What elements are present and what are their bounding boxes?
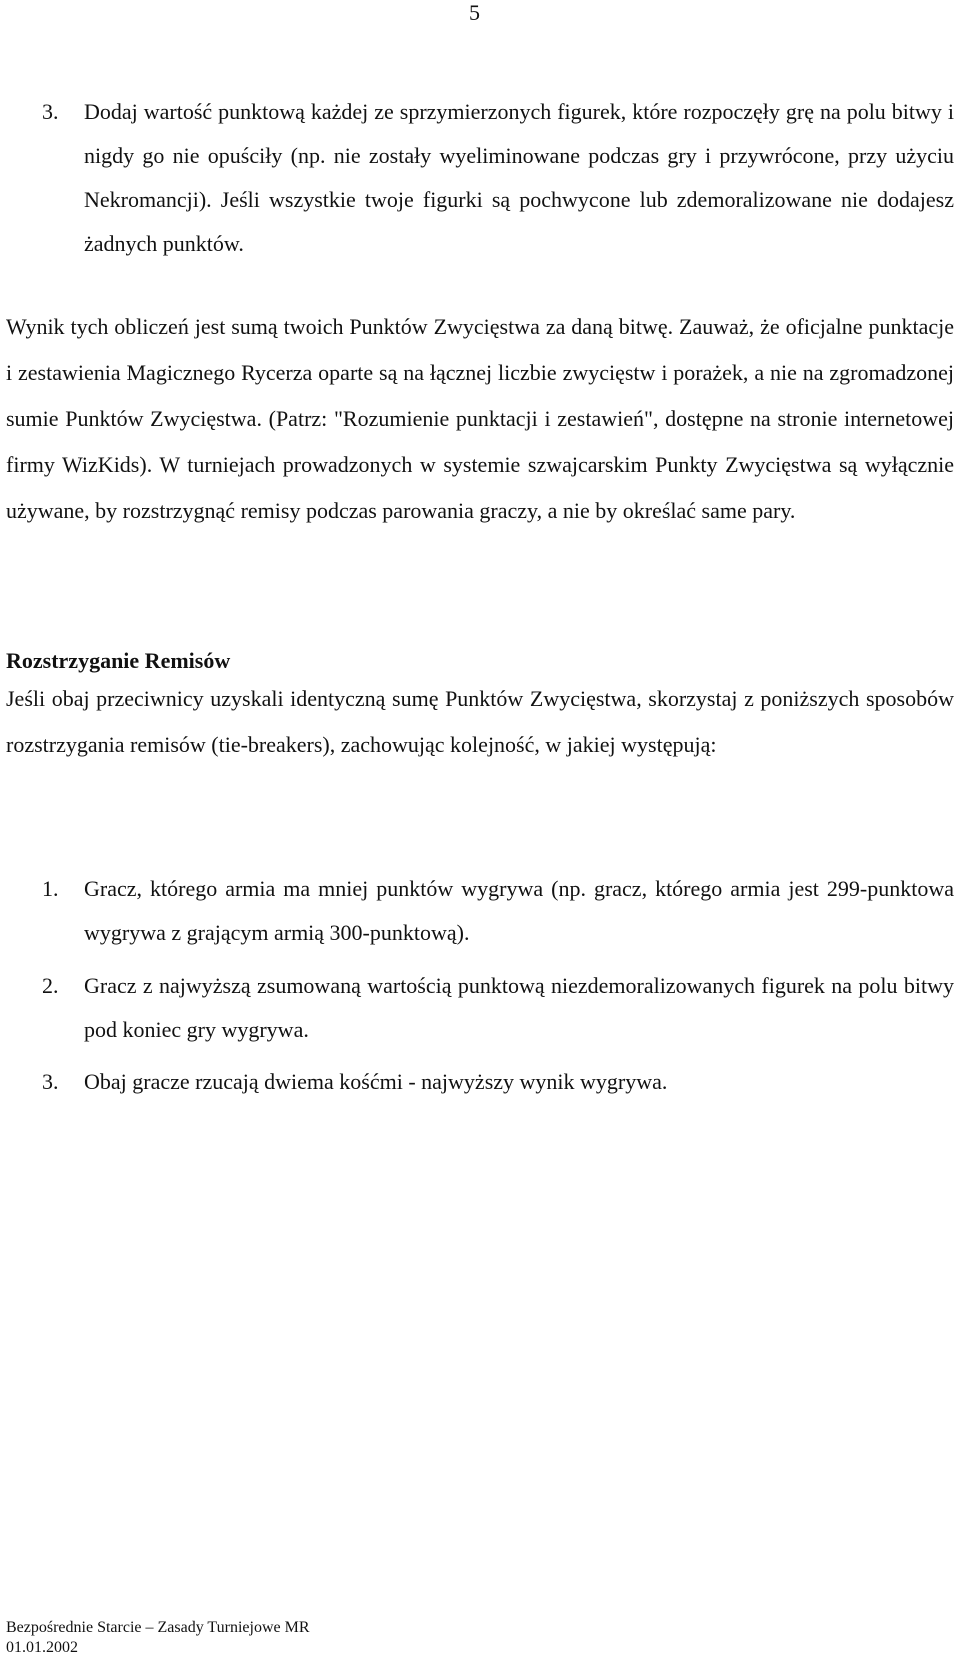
tiebreak-item-3: [42, 1060, 954, 1104]
list-item-number: 2.: [42, 973, 59, 998]
footer-title: Bezpośrednie Starcie – Zasady Turniejowe MR: [6, 1619, 310, 1636]
list-item-number: 3.: [42, 99, 59, 124]
paragraph-result: Wynik tych obliczeń jest sumą twoich Punktów Zwycięstwa za daną bitwę. Zauważ, że oficjalne punktacje i zestawienia Magicznego Rycerza oparte są na łącznej liczbie zwycięstw i porażek, a nie na zgromadzonej sumie Punktów Zwycięstwa. (Patrz: "Rozumienie punktacji i zestawień", dostępne na stronie internetowej firmy WizKids). W turniejach prowadzonych w systemie szwajcarskim Punkty Zwycięstwa są wyłącznie używane, by rozstrzygnąć remisy podczas parowania graczy, a nie by określać same pary.: [6, 314, 954, 523]
tiebreak-item-1: [42, 867, 954, 955]
paragraph-tiebreak: Jeśli obaj przeciwnicy uzyskali identyczną sumę Punktów Zwycięstwa, skorzystaj z poniższych sposobów rozstrzygania remisów (tie-breakers), zachowując kolejność, w jakiej występują:: [6, 686, 954, 757]
section-heading: Rozstrzyganie Remisów: [6, 648, 231, 673]
footer-date: 01.01.2002: [6, 1639, 78, 1656]
list-item-text: Obaj gracze rzucają dwiema kośćmi - najwyższy wynik wygrywa.: [84, 1069, 668, 1094]
list-item-number: 1.: [42, 876, 59, 901]
tiebreak-item-2: [42, 964, 954, 1052]
list-item-text: Gracz z najwyższą zsumowaną wartością punktową niezdemoralizowanych figurek na polu bitwy pod koniec gry wygrywa.: [84, 973, 954, 1042]
list-item-text: Dodaj wartość punktową każdej ze sprzymierzonych figurek, które rozpoczęły grę na polu bitwy i nigdy go nie opuściły (np. nie zostały wyeliminowane podczas gry i przywrócone, przy użyciu Nekromancji). Jeśli wszystkie twoje figurki są pochwycone lub zdemoralizowane nie dodajesz żadnych punktów.: [84, 99, 954, 256]
list-item-text: Gracz, którego armia ma mniej punktów wygrywa (np. gracz, którego armia jest 299-punktowa wygrywa z grającym armią 300-punktową).: [84, 876, 954, 945]
page-footer: [6, 1618, 310, 1658]
page-number: 5: [469, 0, 480, 25]
list-item-number: 3.: [42, 1069, 59, 1094]
list-item-points: [42, 90, 954, 266]
